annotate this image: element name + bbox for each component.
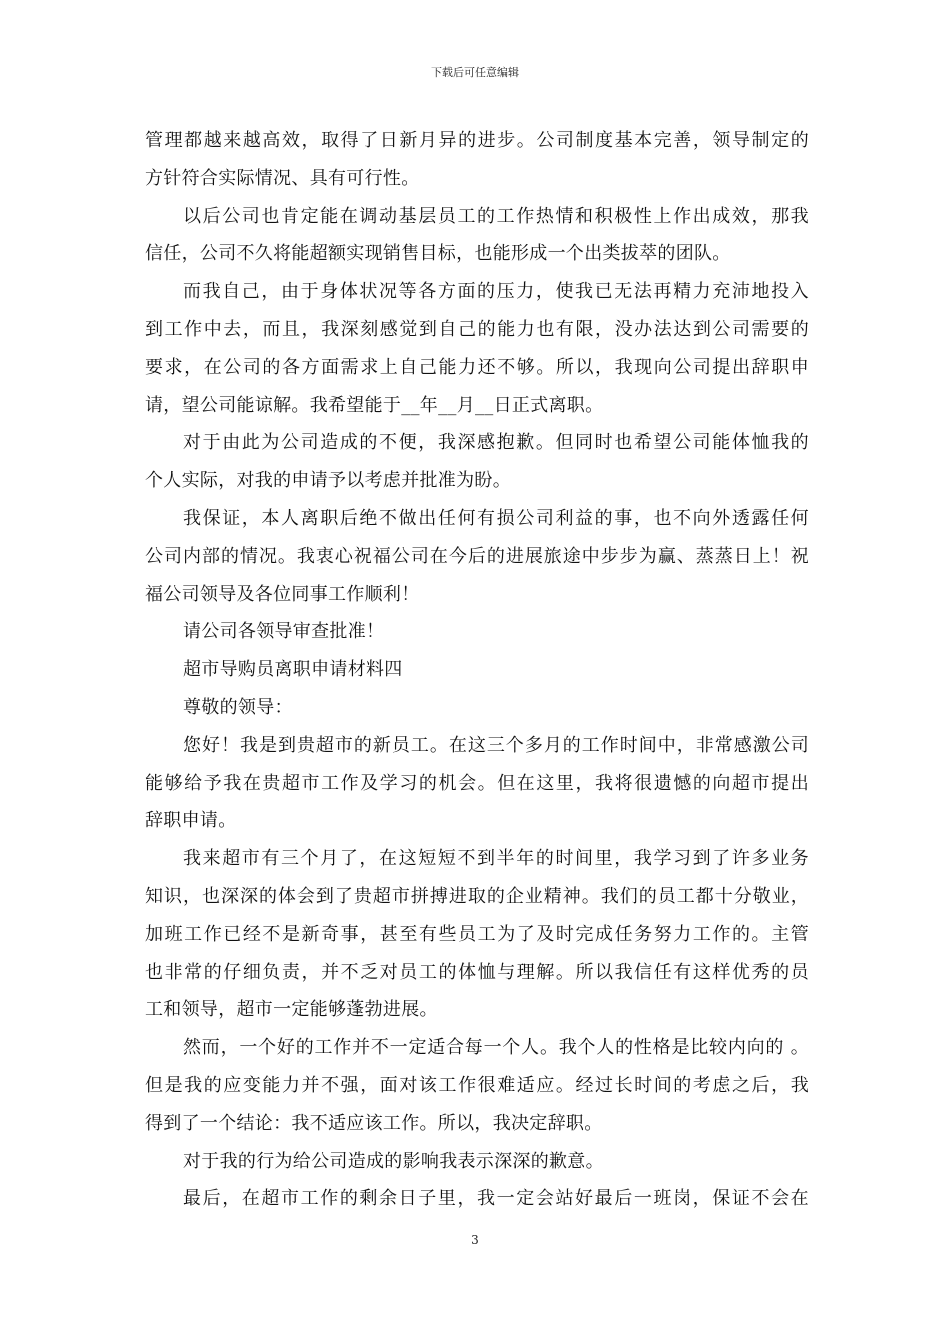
paragraph-11-line-2: 但是我的应变能力并不强，面对该工作很难适应。经过长时间的考虑之后，我 — [145, 1074, 809, 1096]
paragraph-7-line-1: 超市导购员离职申请材料四 — [183, 659, 403, 681]
paragraph-3-line-1: 而我自己，由于身体状况等各方面的压力，使我已无法再精力充沛地投入 — [183, 281, 809, 303]
paragraph-10-line-4: 也非常的仔细负责，并不乏对员工的体恤与理解。所以我信任有这样优秀的员 — [145, 961, 809, 983]
paragraph-10-line-5: 工和领导，超市一定能够蓬勃进展。 — [145, 999, 438, 1021]
paragraph-10-line-1: 我来超市有三个月了，在这短短不到半年的时间里，我学习到了许多业务 — [183, 848, 809, 870]
paragraph-9-line-1: 您好！我是到贵超市的新员工。在这三个多月的工作时间中，非常感激公司 — [183, 734, 809, 756]
page-header: 下载后可任意编辑 — [431, 66, 519, 79]
paragraph-4-line-2: 个人实际，对我的申请予以考虑并批准为盼。 — [145, 470, 511, 492]
paragraph-4-line-1: 对于由此为公司造成的不便，我深感抱歉。但同时也希望公司能体恤我的 — [183, 432, 809, 454]
paragraph-2-line-2: 信任，公司不久将能超额实现销售目标，也能形成一个出类拔萃的团队。 — [145, 243, 731, 265]
paragraph-13-line-1: 最后，在超市工作的剩余日子里，我一定会站好最后一班岗，保证不会在 — [183, 1188, 809, 1210]
paragraph-10-line-3: 加班工作已经不是新奇事，甚至有些员工为了及时完成任务努力工作的。主管 — [145, 923, 809, 945]
paragraph-3-line-4: 请，望公司能谅解。我希望能于__年__月__日正式离职。 — [145, 394, 604, 416]
paragraph-6-line-1: 请公司各领导审查批准！ — [183, 621, 385, 643]
paragraph-1-line-2: 方针符合实际情况、具有可行性。 — [145, 167, 420, 189]
paragraph-5-line-2: 公司内部的情况。我衷心祝福公司在今后的进展旅途中步步为赢、蒸蒸日上！祝 — [145, 545, 809, 567]
document-body — [145, 122, 809, 1218]
paragraph-5-line-1: 我保证，本人离职后绝不做出任何有损公司利益的事，也不向外透露任何 — [183, 507, 809, 529]
paragraph-1-line-1: 管理都越来越高效，取得了日新月异的进步。公司制度基本完善，领导制定的 — [145, 130, 809, 151]
paragraph-5-line-3: 福公司领导及各位同事工作顺利！ — [145, 583, 420, 605]
paragraph-12-line-1: 对于我的行为给公司造成的影响我表示深深的歉意。 — [183, 1150, 604, 1172]
paragraph-11-line-3: 得到了一个结论：我不适应该工作。所以，我决定辞职。 — [145, 1112, 603, 1134]
page-number: 3 — [471, 1233, 479, 1247]
paragraph-9-line-3: 辞职申请。 — [145, 810, 237, 832]
paragraph-3-line-2: 到工作中去，而且，我深刻感觉到自己的能力也有限，没办法达到公司需要的 — [145, 318, 809, 340]
paragraph-10-line-2: 知识，也深深的体会到了贵超市拼搏进取的企业精神。我们的员工都十分敬业， — [145, 885, 809, 907]
paragraph-3-line-3: 要求，在公司的各方面需求上自己能力还不够。所以，我现向公司提出辞职申 — [145, 356, 809, 378]
paragraph-11-line-1: 然而，一个好的工作并不一定适合每一个人。我个人的性格是比较内向的 。 — [183, 1037, 809, 1059]
paragraph-2-line-1: 以后公司也肯定能在调动基层员工的工作热情和积极性上作出成效，那我 — [183, 205, 809, 227]
paragraph-9-line-2: 能够给予我在贵超市工作及学习的机会。但在这里，我将很遗憾的向超市提出 — [145, 772, 809, 794]
paragraph-8-line-1: 尊敬的领导： — [183, 696, 293, 718]
